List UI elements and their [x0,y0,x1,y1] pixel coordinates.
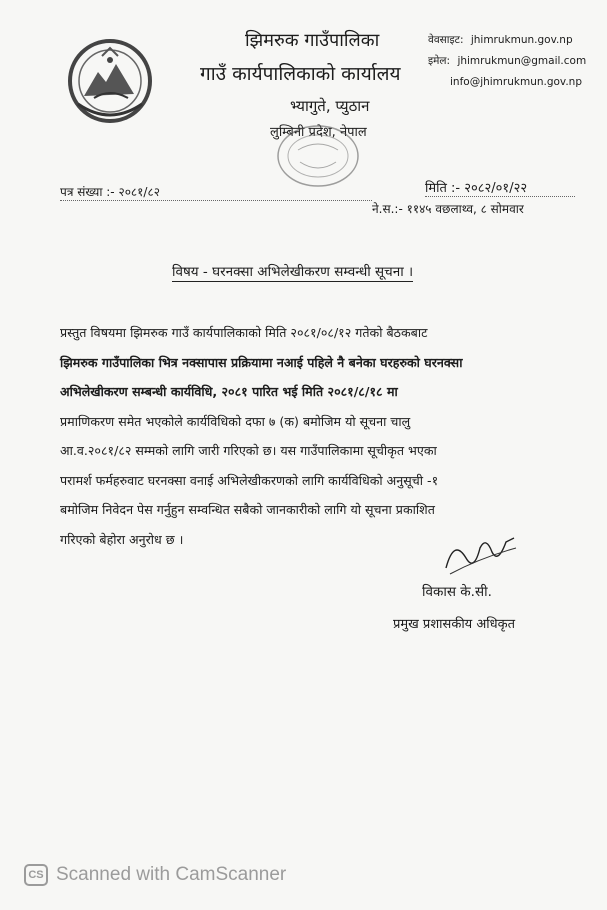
body-line: परामर्श फर्महरुवाट घरनक्सा वनाई अभिलेखीकरणको लागि कार्यविधिको अनुसूची -१ [60,472,439,488]
signatory-title: प्रमुख प्रशासकीय अधिकृत [393,617,516,632]
email-address: info@jhimrukmun.gov.np [450,76,582,88]
nepal-sambat-date: ने.स.:- ११४५ वछलाथ्व, ८ सोमवार [372,202,524,216]
contact-email-2 [428,72,586,93]
body-line: गरिएको बेहोरा अनुरोध छ । [60,531,184,547]
signatory-name: विकास के.सी. [422,584,492,600]
notice-body [60,318,546,554]
address-line-2: लुम्बिनी प्रदेश, नेपाल [270,125,367,140]
office-name: गाउँ कार्यपालिकाको कार्यालय [200,63,401,85]
contact-email [428,51,586,72]
body-line: प्रस्तुत विषयमा झिमरुक गाउँ कार्यपालिकाको मिति २०८१/०८/१२ गतेको बैठकबाट [60,325,428,340]
camscanner-icon: CS [24,864,48,886]
handwritten-signature [440,528,520,578]
address-line-1: भ्यागुते, प्युठान [290,97,370,115]
notice-subject: विषय - घरनक्सा अभिलेखीकरण सम्वन्धी सूचना । [172,264,414,280]
reference-number: पत्र संख्या :- २०८१/८२ [60,185,160,199]
body-line: प्रमाणिकरण समेत भएकोले कार्यविधिको दफा ७ (क) बमोजिम यो सूचना चालु [60,413,411,429]
nepal-emblem-logo [64,34,156,128]
body-line: बमोजिम निवेदन पेस गर्नुहुन सम्वन्धित सबैको जानकारीको लागि यो सूचना प्रकाशित [60,502,435,517]
contact-label: इमेल: [428,55,451,67]
body-line: अभिलेखीकरण सम्बन्धी कार्यविधि, २०८१ पारित भई मिति २०८१/८/१८ मा [60,384,398,399]
scanner-watermark [24,862,286,888]
issue-date: मिति :- २०८२/०१/२२ [425,181,528,196]
contact-label: वेवसाइट: [428,34,464,46]
divider [60,200,372,201]
divider [425,196,575,197]
contact-website [428,30,586,51]
municipality-name: झिमरुक गाउँपालिका [245,30,380,51]
website-link: jhimrukmun.gov.np [470,34,573,46]
contact-block [428,30,586,93]
body-line: झिमरुक गाउँपालिका भित्र नक्सापास प्रक्रियामा नआई पहिले नै बनेका घरहरुको घरनक्सा [60,354,463,370]
office-seal-stamp [268,120,368,192]
watermark-text: Scanned with CamScanner [56,864,287,885]
body-line: आ.व.२०८१/८२ सम्मको लागि जारी गरिएको छ। यस गाउँपालिकामा सूचीकृत भएका [60,443,437,458]
email-address: jhimrukmun@gmail.com [457,55,587,67]
